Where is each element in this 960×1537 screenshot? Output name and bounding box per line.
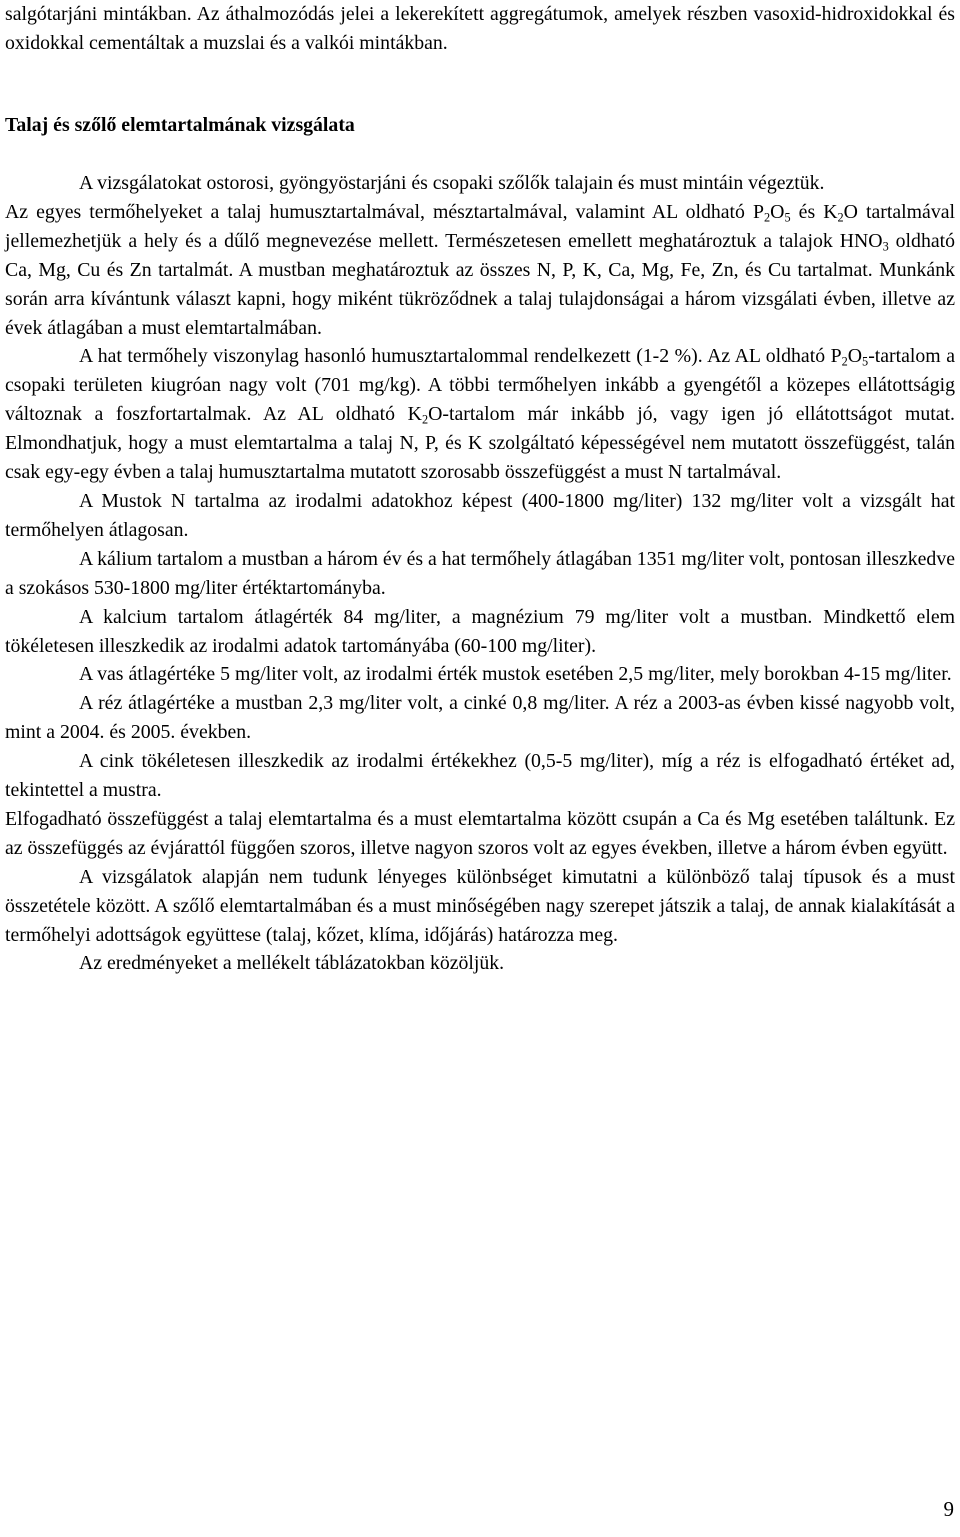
paragraph-11: A vizsgálatok alapján nem tudunk lényeges különbséget kimutatni a különböző talaj típusok és a must összetétele között. A szőlő elemtartalmában és a must minőségében nagy szerepet játszik a talaj, de annak kialakítását a termőhelyi adottságok együttese (talaj, kőzet, klíma, időjárás) határozza meg.	[5, 865, 955, 946]
paragraph-8: A réz átlagértéke a mustban 2,3 mg/liter volt, a cinké 0,8 mg/liter. A réz a 2003-as évben kissé nagyobb volt, mint a 2004. és 2005. években.	[5, 692, 955, 744]
page-number: 9	[943, 1497, 954, 1521]
paragraph-3: A hat termőhely viszonylag hasonló humusztartalommal rendelkezett (1-2 %). Az AL oldható $P_2O_5$-tartalom a csopaki területen kiugróan nagy volt (701 mg/kg). A többi termőhelyen inkább a gyengétől a közepes ellátottságig változnak a foszfortartalmak. Az AL oldható $K_2O$-tartalom már inkább jó, vagy igen jó ellátottságot mutat. Elmondhatjuk, hogy a must elemtartalma a talaj N, P, és K szolgáltató képességével nem mutatott összefüggést, talán csak egy-egy évben a talaj humusztartalma mutatott szorosabb összefüggést a must N tartalmával.	[5, 345, 955, 484]
paragraph-9: A cink tökéletesen illeszkedik az irodalmi értékekhez (0,5-5 mg/liter), míg a réz is elfogadható értéket ad, tekintettel a mustra.	[5, 750, 955, 802]
paragraph-12: Az eredményeket a mellékelt táblázatokban közöljük.	[79, 952, 505, 975]
body-text	[5, 169, 955, 978]
section-heading: Talaj és szőlő elemtartalmának vizsgálata	[5, 114, 355, 136]
paragraph-5: A kálium tartalom a mustban a három év és a hat termőhely átlagában 1351 mg/liter volt, pontosan illeszkedve a szokásos 530-1800 mg/liter értéktartományba.	[5, 547, 955, 599]
paragraph-6: A kalcium tartalom átlagérték 84 mg/liter, a magnézium 79 mg/liter volt a mustban. Mindkettő elem tökéletesen illeszkedik az irodalmi adatok tartományába (60-100 mg/liter).	[5, 605, 955, 657]
intro-paragraph: salgótarjáni mintákban. Az áthalmozódás jelei a lekerekített aggregátumok, amelyek részben vasoxid-hidroxidokkal és oxidokkal cementáltak a muzslai és a valkói mintákban.	[5, 3, 955, 54]
paragraph-7: A vas átlagértéke 5 mg/liter volt, az irodalmi érték mustok esetében 2,5 mg/liter, mely borokban 4-15 mg/liter.	[79, 663, 952, 686]
paragraph-1: A vizsgálatokat ostorosi, gyöngyöstarjáni és csopaki szőlők talajain és must mintáin végeztük.	[79, 172, 825, 194]
paragraph-10: Elfogadható összefüggést a talaj elemtartalma és a must elemtartalma között csupán a Ca és Mg esetében találtunk. Ez az összefüggés az évjárattól függően szoros, illetve nagyon szoros volt az egyes években, illetve a három évben együtt.	[5, 807, 955, 859]
paragraph-4: A Mustok N tartalma az irodalmi adatokhoz képest (400-1800 mg/liter) 132 mg/liter volt a vizsgált hat termőhelyen átlagosan.	[5, 489, 955, 541]
paragraph-2: Az egyes termőhelyeket a talaj humusztartalmával, mésztartalmával, valamint AL oldható $P_2O_5$ és $K_2O$ tartalmával jellemezhetjük a hely és a dűlő megnevezése mellett. Természetesen emellett meghatároztuk a talajok $HNO_3$ oldható Ca, Mg, Cu és Zn tartalmát. A mustban meghatároztuk az összes N, P, K, Ca, Mg, Fe, Zn, és Cu tartalmat. Munkánk során arra kívántunk választ kapni, hogy miként tükröződnek a talaj tulajdonságai a három vizsgálati évben, illetve az évek átlagában a must elemtartalmában.	[5, 200, 955, 339]
